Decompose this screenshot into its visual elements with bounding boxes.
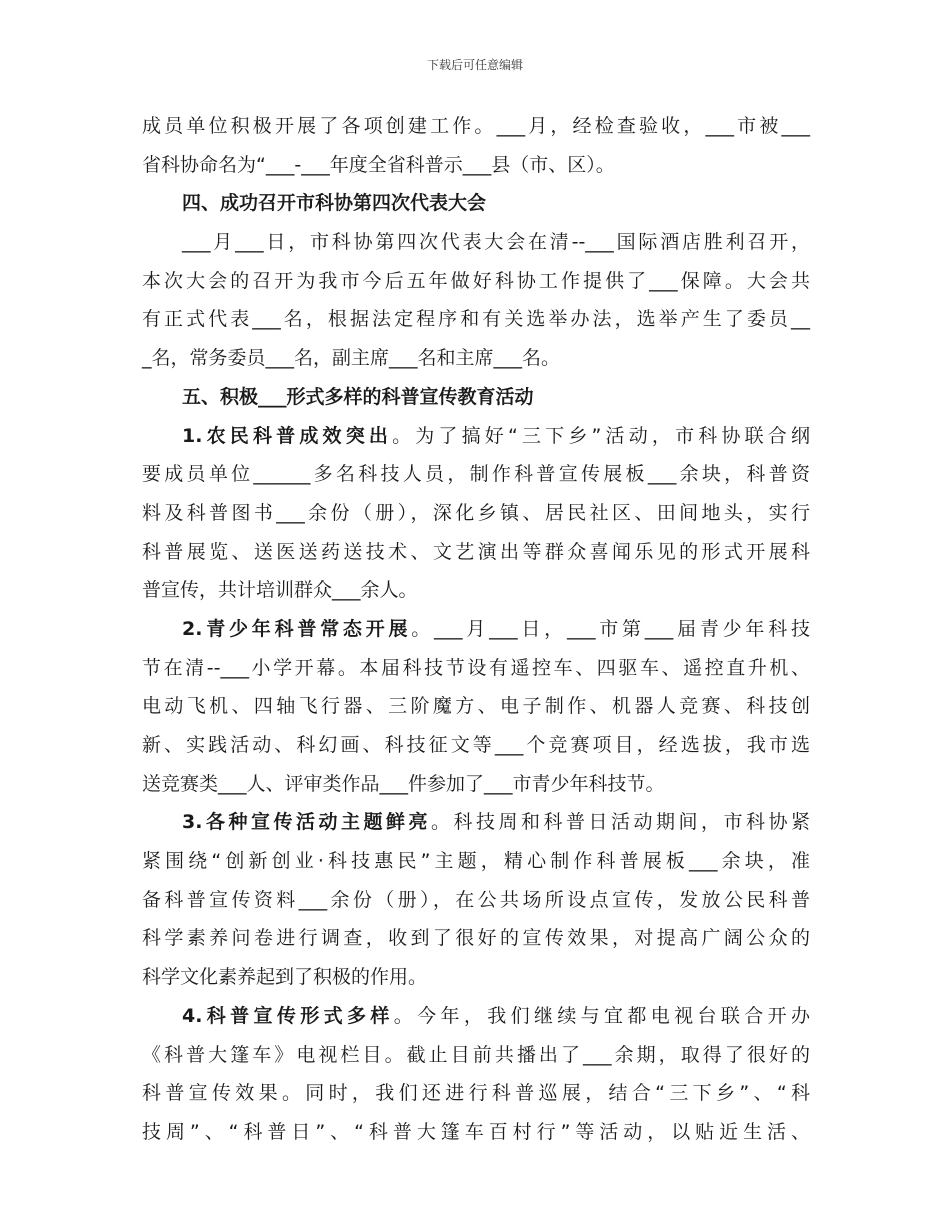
- section-heading: 四、成功召开市科协第四次代表大会: [182, 192, 487, 215]
- paragraph-line: 《科普大篷车》电视栏目。截止目前共播出了___余期，取得了很好的: [142, 1043, 810, 1066]
- paragraph-line: 新、实践活动、科幻画、科技征文等___个竞赛项目，经选拔，我市选: [142, 734, 810, 756]
- paragraph-line: 科学素养问卷进行调查，收到了很好的宣传效果，对提高广阔公众的: [142, 927, 810, 950]
- item-text: 。___月___日，___市第___届青少年科技: [411, 617, 810, 640]
- paragraph-line: 技周”、“科普日”、“科普大篷车百村行”等活动，以贴近生活、: [142, 1120, 810, 1143]
- paragraph-line: [142, 417, 810, 456]
- item-title: 3.各种宣传活动主题鲜亮: [182, 811, 431, 834]
- item-text: 。科技周和科普日活动期间，市科协紧: [430, 811, 810, 834]
- paragraph-line: 科普宣传效果。同时，我们还进行科普巡展，结合“三下乡”、“科: [142, 1082, 810, 1105]
- paragraph-line: 成员单位积极开展了各项创建工作。___月，经检查验收，___市被___: [142, 115, 810, 137]
- paragraph-line: 紧围绕“创新创业·科技惠民”主题，精心制作科普展板___余块，准: [142, 850, 810, 873]
- paragraph-line: [142, 803, 810, 842]
- paragraph-line: 科学文化素养起到了积极的作用。: [142, 966, 428, 989]
- paragraph-line: 科普展览、送医送药送技术、文艺演出等群众喜闻乐见的形式开展科: [142, 540, 810, 563]
- item-text: 。今年，我们继续与宜都电视台联合开办: [393, 1004, 810, 1027]
- paragraph-line: 省科协命名为“___-___年度全省科普示___县（市、区）。: [142, 153, 615, 176]
- paragraph-line: ___月___日，市科协第四次代表大会在清--___国际酒店胜利召开，: [182, 231, 810, 254]
- paragraph-line: 送竞赛类___人、评审类作品___件参加了___市青少年科技节。: [142, 772, 665, 795]
- paragraph-line: 有正式代表___名，根据法定程序和有关选举办法，选举产生了委员__: [142, 308, 810, 331]
- document-body: [142, 107, 810, 1152]
- page-header: 下载后可任意编辑: [426, 58, 523, 72]
- paragraph-line: [142, 997, 810, 1036]
- paragraph-line: 料及科普图书___余份（册），深化乡镇、居民社区、田间地头，实行: [142, 501, 810, 524]
- section-heading: 五、积极___形式多样的科普宣传教育活动: [182, 385, 534, 408]
- paragraph-line: 节在清--___小学开幕。本届科技节设有遥控车、四驱车、遥控直升机、: [142, 656, 810, 679]
- paragraph-line: 电动飞机、四轴飞行器、三阶魔方、电子制作、机器人竞赛、科技创: [142, 695, 810, 718]
- item-title: 1.农民科普成效突出: [182, 424, 393, 447]
- paragraph-line: 本次大会的召开为我市今后五年做好科协工作提供了___保障。大会共: [142, 269, 810, 292]
- item-title: 4.科普宣传形式多样: [182, 1004, 394, 1027]
- paragraph-line: 普宣传，共计培训群众___余人。: [142, 579, 418, 602]
- paragraph-line: 备科普宣传资料___余份（册），在公共场所设点宣传，发放公民科普: [142, 888, 810, 911]
- paragraph-line: 要成员单位______多名科技人员，制作科普宣传展板___余块，科普资: [142, 463, 810, 486]
- paragraph-line: [142, 610, 810, 649]
- paragraph-line: _名，常务委员___名，副主席___名和主席___名。: [142, 347, 561, 370]
- item-title: 2.青少年科普常态开展: [182, 617, 412, 640]
- item-text: 。为了搞好“三下乡”活动，市科协联合纲: [392, 424, 810, 447]
